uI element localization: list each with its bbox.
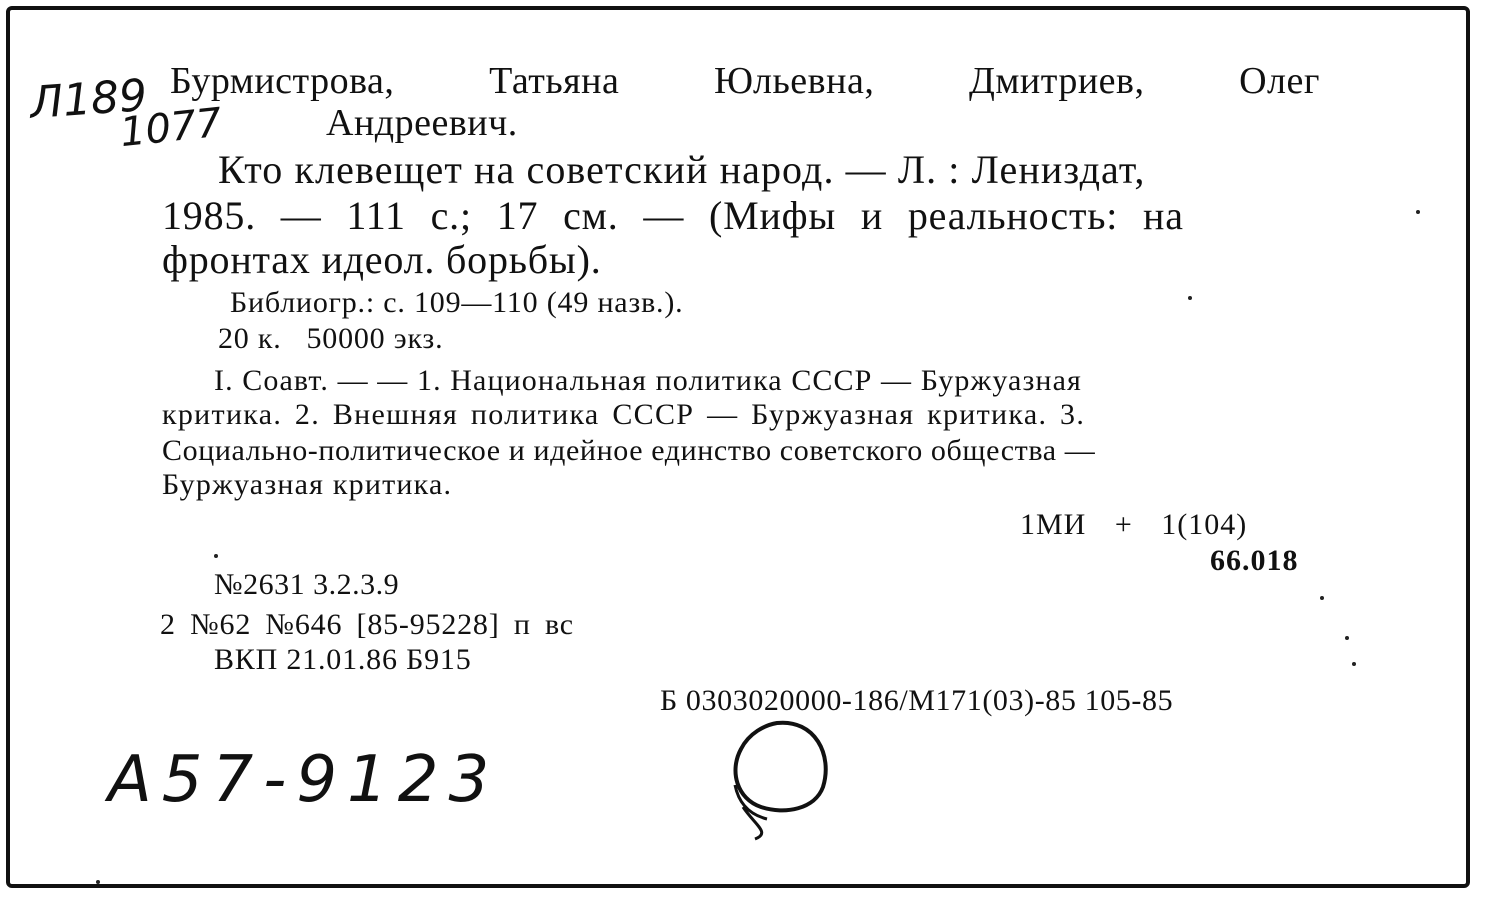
record-number: №2631 3.2.3.9 <box>214 568 400 601</box>
author-word: Юльевна, <box>713 60 875 102</box>
speck <box>1320 596 1324 600</box>
author-word: Олег <box>1239 60 1320 102</box>
bibliography-note: Библиогр.: с. 109—110 (49 назв.). <box>230 286 684 319</box>
price-edition: 20 к. 50000 экз. <box>218 322 444 355</box>
speck <box>1416 210 1420 214</box>
registration-line: 2 №62 №646 [85-95228] п вс <box>160 608 574 641</box>
shelfmark-sub-handwritten: 1077 <box>117 99 224 157</box>
shelfmark-handwritten: Л189 <box>28 69 149 130</box>
vkp-line: ВКП 21.01.86 Б915 <box>214 643 472 676</box>
speck <box>1345 636 1349 640</box>
subjects-line-3: Социально-политическое и идейное единство советского общества — <box>162 434 1096 467</box>
subjects-line-2: критика. 2. Внешняя политика СССР — Буржуазная критика. 3. <box>162 398 1086 431</box>
subjects-line-1: I. Соавт. — — 1. Национальная политика СССР — Буржуазная <box>214 364 1082 397</box>
speck <box>1352 662 1356 666</box>
classification-number: 66.018 <box>1210 544 1299 577</box>
title-line-3: фронтах идеол. борьбы). <box>162 237 602 282</box>
inventory-number-handwritten: А57-9123 <box>108 743 500 817</box>
catalog-code: Б 0303020000-186/М171(03)-85 105-85 <box>660 684 1174 717</box>
speck <box>214 554 218 558</box>
classification-code: 1МИ + 1(104) <box>1020 508 1248 541</box>
handwritten-circle-mark <box>715 715 845 845</box>
title-line-2: 1985. — 111 с.; 17 см. — (Мифы и реальность: на <box>162 193 1184 238</box>
author-word: Дмитриев, <box>968 60 1145 102</box>
author-word: Бурмистрова, <box>170 60 395 102</box>
author-line-2: Андреевич. <box>326 102 518 144</box>
author-line-1 <box>170 62 1320 100</box>
author-word: Татьяна <box>489 60 620 102</box>
speck <box>96 880 100 884</box>
subjects-line-4: Буржуазная критика. <box>162 468 453 501</box>
speck <box>1188 296 1192 300</box>
title-line-1: Кто клевещет на советский народ. — Л. : Лениздат, <box>218 147 1146 192</box>
